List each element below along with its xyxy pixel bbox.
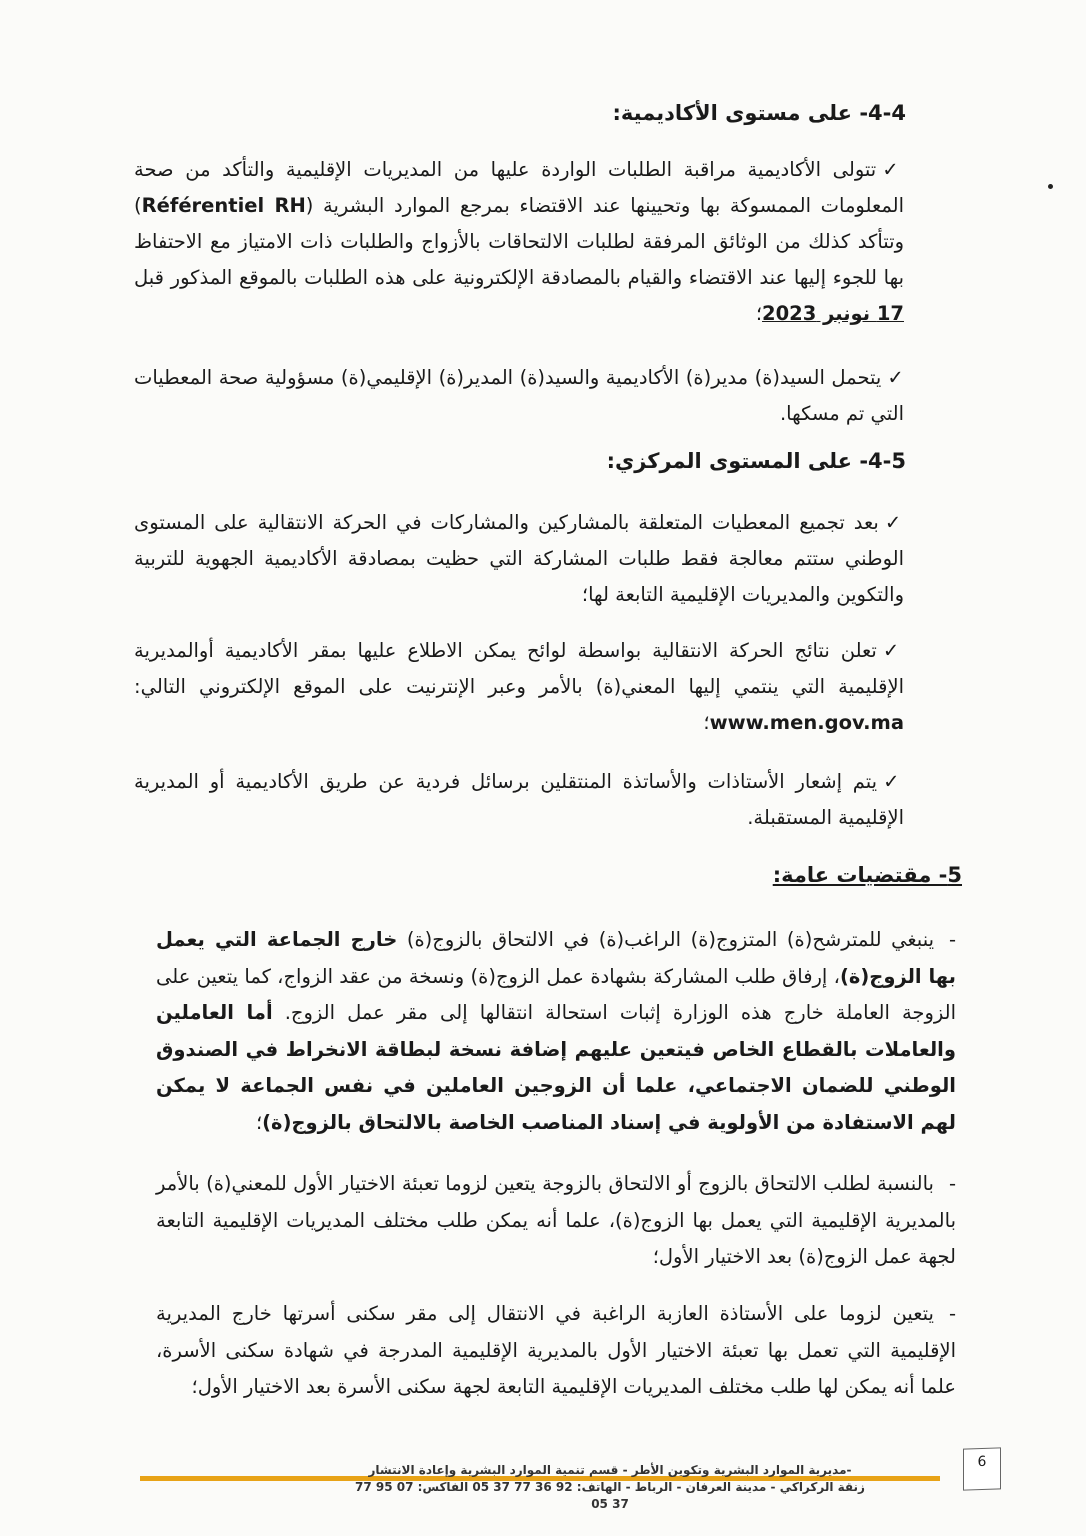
general-provision-2: -بالنسبة لطلب الالتحاق بالزوج أو الالتحاق بالزوجة يتعين لزوما تعبئة الاختيار الأول للمعني(ة) بالأمر بالمديرية الإقليمية التي يعمل بها الزوج(ة)، علما أنه يمكن طلب مختلف المديريات الإقليمية التابعة لجهة عمل الزوج(ة) بعد الاختيار الأول؛: [156, 1166, 956, 1276]
stray-dot: [1048, 184, 1053, 189]
dash-bullet: -: [948, 1302, 956, 1325]
footer-line-1: مديرية الموارد البشرية وتكوين الأطر - قسم تنمية الموارد البشرية وإعادة الانتشار-: [368, 1463, 852, 1477]
page-number: 6: [963, 1447, 1001, 1490]
general-provision-1: -ينبغي للمترشح(ة) المتزوج(ة) الراغب(ة) في الالتحاق بالزوج(ة) خارج الجماعة التي يعمل بها الزوج(ة)، إرفاق طلب المشاركة بشهادة عمل الزوج(ة) ونسخة من عقد الزواج، كما يتعين على الزوجة العاملة خارج هذه الوزارة إثبات استحالة انتقالها إلى مقر عمل الزوج. أما العاملين والعاملات بالقطاع الخاص فيتعين عليهم إضافة نسخة لبطاقة الانخراط في الصندوق الوطني للضمان الاجتماعي، علما أن الزوجين العاملين في نفس الجماعة لا يمكن لهم الاستفادة من الأولوية في إسناد المناصب الخاصة بالالتحاق بالزوج(ة)؛: [156, 922, 956, 1141]
referentiel-rh: Référentiel RH: [141, 194, 306, 217]
section-4-4-item-1: ✓تتولى الأكاديمية مراقبة الطلبات الواردة عليها من المديريات الإقليمية والتأكد من صحة المعلومات الممسوكة بها وتحيينها عند الاقتضاء بمرجع الموارد البشرية (Référentiel RH) وتتأكد كذلك من الوثائق المرفقة لطلبات الالتحاقات بالأزواج والطلبات ذات الامتياز مع الاحتفاظ بها للجوء إليها عند الاقتضاء والقيام بالمصادقة الإلكترونية على هذه الطلبات بالموقع المذكور قبل 17 نونبر 2023؛: [134, 158, 904, 325]
section-4-5-item-3: ✓يتم إشعار الأستاذات والأساتذة المنتقلين برسائل فردية عن طريق الأكاديمية أو المديرية الإقليمية المستقبلة.: [134, 770, 904, 829]
checkmark-icon: ✓: [883, 770, 904, 793]
checkmark-icon: ✓: [882, 639, 904, 662]
general-provision-3: -يتعين لزوما على الأستاذة العازبة الراغبة في الانتقال إلى مقر سكنى أسرتها خارج المديرية الإقليمية التي تعمل بها تعبئة الاختيار الأول بالمديرية الإقليمية المدرجة في شهادة سكنى الأسرة، علما أنه يمكن لها طلب مختلف المديريات الإقليمية التابعة لجهة سكنى الأسرة بعد الاختيار الأول؛: [156, 1296, 956, 1406]
checkmark-icon: ✓: [882, 158, 904, 181]
checkmark-icon: ✓: [884, 511, 905, 534]
checkmark-icon: ✓: [887, 366, 905, 389]
deadline-date: 17 نونبر 2023: [762, 302, 904, 325]
footer-line-2: زنقة الركراكي - مدينة العرفان - الرباط - الهاتف: 92 36 77 37 05 الفاكس: 07 95 77 37 05: [355, 1480, 865, 1511]
website-link[interactable]: www.men.gov.ma: [709, 711, 904, 734]
section-4-5-item-2: ✓تعلن نتائج الحركة الانتقالية بواسطة لوائح يمكن الاطلاع عليها بمقر الأكاديمية أوالمديرية الإقليمية التي ينتمي إليها المعني(ة) بالأمر وعبر الإنترنيت على الموقع الإلكتروني التالي: www.men.gov.ma؛: [134, 639, 904, 734]
section-4-5-title: 4-5- على المستوى المركزي:: [606, 449, 906, 473]
section-4-4-title: 4-4- على مستوى الأكاديمية:: [612, 101, 906, 125]
section-4-5-item-1: ✓بعد تجميع المعطيات المتعلقة بالمشاركين والمشاركات في الحركة الانتقالية على المستوى الوطني ستتم معالجة فقط طلبات المشاركة التي حظيت بمصادقة الأكاديمية الجهوية للتربية والتكوين والمديريات الإقليمية التابعة لها؛: [134, 511, 905, 606]
section-4-4-item-2: ✓يتحمل السيد(ة) مدير(ة) الأكاديمية والسيد(ة) المدير(ة) الإقليمي(ة) مسؤولية صحة المعطيات التي تم مسكها.: [134, 366, 905, 425]
dash-bullet: -: [948, 928, 957, 951]
dash-bullet: -: [948, 1172, 956, 1195]
footer-address: [350, 1462, 870, 1513]
section-5-title: 5- مقتضيات عامة:: [772, 863, 962, 887]
